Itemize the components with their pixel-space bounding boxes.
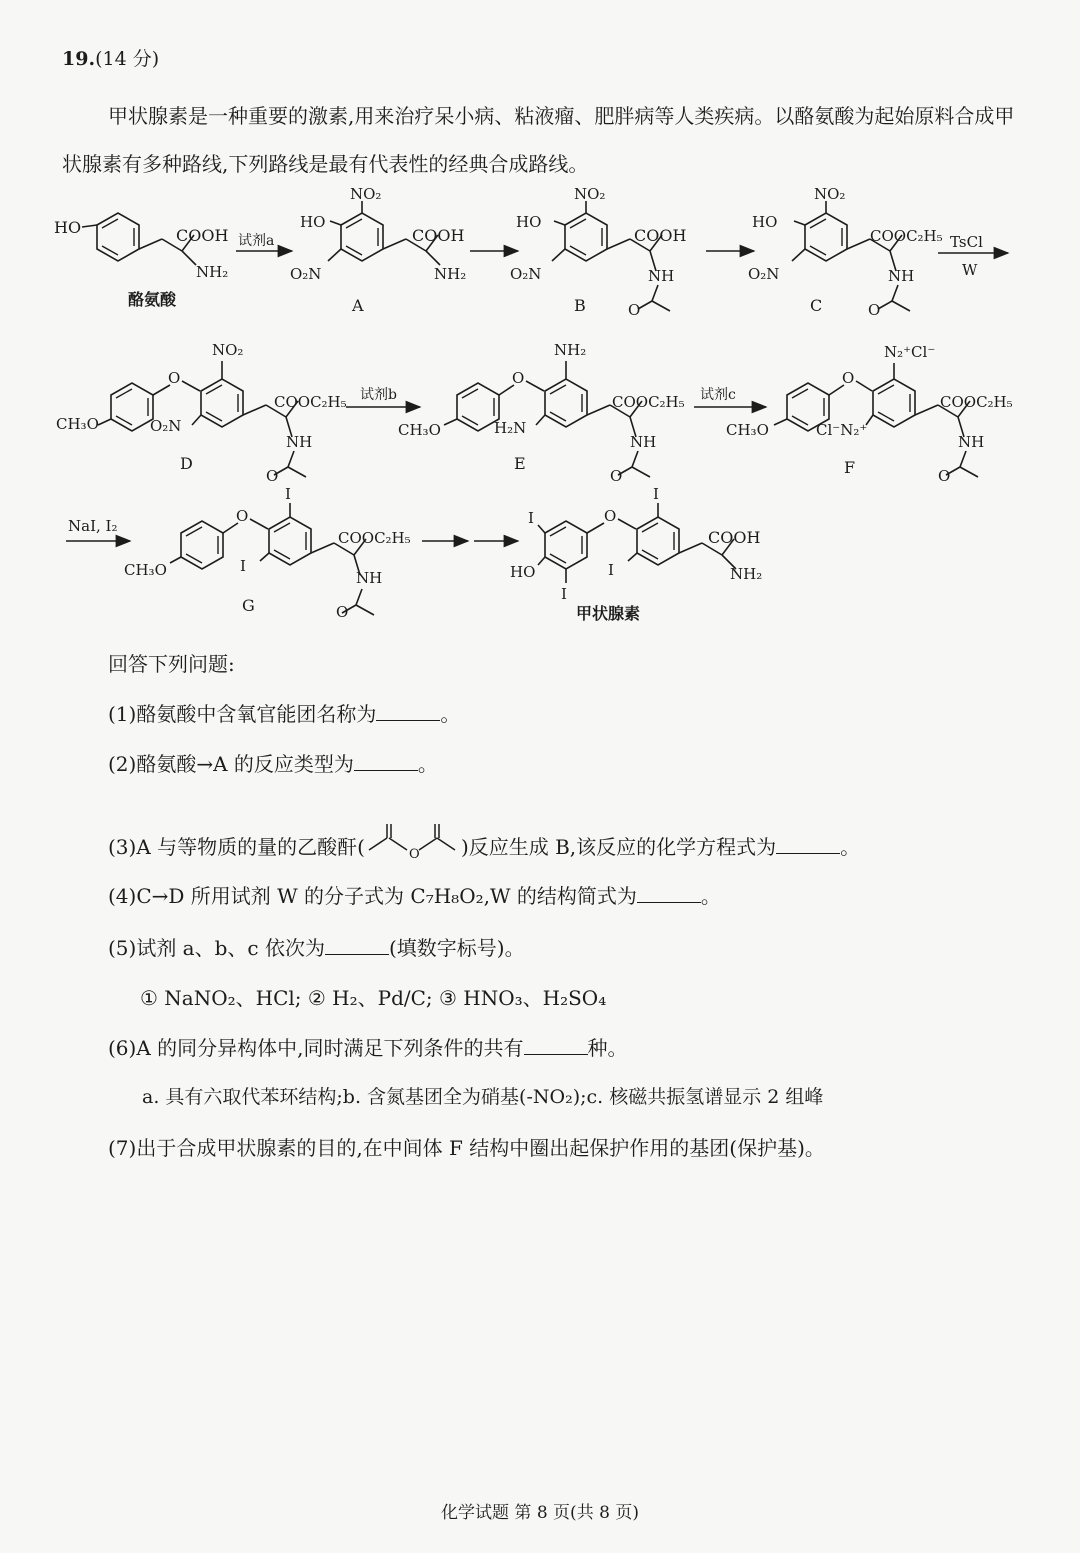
f-diazo2: Cl⁻N₂⁺	[816, 421, 868, 439]
answer-blank-4[interactable]	[637, 884, 701, 903]
d-cooet: COOC₂H₅	[274, 393, 347, 411]
compound-F	[726, 343, 1013, 485]
d-o2: O	[266, 467, 279, 485]
a-o2n: O₂N	[290, 265, 322, 283]
answer-blank-3[interactable]	[776, 835, 840, 854]
c-ho: HO	[752, 213, 778, 231]
t-ho: HO	[510, 563, 536, 581]
a-cooh: COOH	[412, 226, 465, 245]
g-o: O	[236, 507, 249, 525]
synthesis-scheme	[0, 185, 1080, 625]
d-o: O	[168, 369, 181, 387]
e-cooet: COOC₂H₅	[612, 393, 685, 411]
question-5-options: ① NaNO₂、HCl; ② H₂、Pd/C; ③ HNO₃、H₂SO₄	[140, 986, 607, 1010]
a-label: A	[352, 296, 364, 315]
b-label: B	[574, 296, 586, 315]
f-diazo: N₂⁺Cl⁻	[884, 343, 936, 361]
e-o2: O	[610, 467, 623, 485]
c-nh: NH	[888, 267, 915, 285]
question-1: (1)酪氨酸中含氧官能团名称为 。	[108, 702, 461, 726]
e-h2n: H₂N	[494, 419, 527, 437]
c-label: C	[810, 296, 823, 315]
e-nh: NH	[630, 433, 657, 451]
d-nh: NH	[286, 433, 313, 451]
question-points: (14 分)	[95, 48, 160, 70]
f-o2: O	[938, 467, 951, 485]
c-cooet: COOC₂H₅	[870, 227, 943, 245]
e-nh2: NH₂	[554, 341, 587, 359]
question-number: 19.	[62, 48, 96, 70]
f-o: O	[842, 369, 855, 387]
b-no2: NO₂	[574, 185, 606, 203]
reagent-w: W	[962, 261, 978, 279]
compound-A	[290, 185, 466, 315]
d-label: D	[180, 454, 193, 473]
tyr-ho: HO	[54, 218, 82, 237]
question-3: (3)A 与等物质的量的乙酸酐( O )反应生成 B,该反应的化学方程式为 。	[108, 820, 860, 860]
question-7: (7)出于合成甲状腺素的目的,在中间体 F 结构中圈出起保护作用的基团(保护基)。	[108, 1136, 825, 1160]
g-cooet: COOC₂H₅	[338, 529, 411, 547]
g-i2: I	[240, 557, 246, 575]
reagent-c: 试剂c	[700, 387, 736, 403]
tyr-cooh: COOH	[176, 226, 229, 245]
t-nh2: NH₂	[730, 565, 763, 583]
compound-C	[748, 185, 943, 319]
f-cooet: COOC₂H₅	[940, 393, 1013, 411]
a-no2: NO₂	[350, 185, 382, 203]
b-o: O	[628, 301, 641, 319]
f-ch3o: CH₃O	[726, 421, 769, 439]
reagent-b: 试剂b	[360, 387, 397, 403]
question-intro: 甲状腺素是一种重要的激素,用来治疗呆小病、粘液瘤、肥胖病等人类疾病。以酪氨酸为起始原料合成甲状腺素有多种路线,下列路线是最有代表性的经典合成路线。	[62, 104, 1015, 176]
compound-G	[124, 485, 411, 621]
f-label: F	[844, 458, 856, 477]
compound-B	[510, 185, 686, 319]
b-ho: HO	[516, 213, 542, 231]
t-cooh: COOH	[708, 528, 761, 547]
a-nh2: NH₂	[434, 265, 467, 283]
tyr-nh2: NH₂	[196, 263, 229, 281]
t-i4: I	[528, 509, 534, 527]
d-o2n: O₂N	[150, 417, 182, 435]
e-ch3o: CH₃O	[398, 421, 441, 439]
e-o: O	[512, 369, 525, 387]
e-label: E	[514, 454, 526, 473]
reagent-tscl: TsCl	[950, 233, 983, 251]
answer-blank-2[interactable]	[354, 752, 418, 771]
question-header	[62, 44, 159, 71]
page-footer: 化学试题 第 8 页(共 8 页)	[441, 1503, 639, 1523]
question-4: (4)C→D 所用试剂 W 的分子式为 C₇H₈O₂,W 的结构简式为 。	[108, 884, 721, 908]
b-cooh: COOH	[634, 226, 687, 245]
answer-blank-1[interactable]	[376, 702, 440, 721]
a-ho: HO	[300, 213, 326, 231]
thyroxine-label: 甲状腺素	[576, 604, 641, 623]
compound-D	[56, 341, 347, 485]
compound-tyrosine	[54, 213, 228, 309]
g-o2: O	[336, 603, 349, 621]
b-nh: NH	[648, 267, 675, 285]
g-label: G	[242, 596, 255, 615]
question-6: (6)A 的同分异构体中,同时满足下列条件的共有 种。	[108, 1036, 628, 1060]
t-i3: I	[561, 585, 567, 603]
answer-blank-6[interactable]	[524, 1036, 588, 1055]
t-i1: I	[653, 485, 659, 503]
reagent-a: 试剂a	[238, 233, 275, 249]
f-nh: NH	[958, 433, 985, 451]
question-5: (5)试剂 a、b、c 依次为 (填数字标号)。	[108, 936, 525, 960]
compound-E	[398, 341, 685, 485]
answer-blank-5[interactable]	[325, 936, 389, 955]
question-6-conditions: a. 具有六取代苯环结构;b. 含氮基团全为硝基(-NO₂);c. 核磁共振氢谱显示 2 组峰	[142, 1086, 824, 1108]
d-ch3o: CH₃O	[56, 415, 99, 433]
g-ch3o: CH₃O	[124, 561, 167, 579]
acetic-anhydride-structure	[365, 820, 461, 860]
tyr-label: 酪氨酸	[128, 290, 177, 309]
d-no2: NO₂	[212, 341, 244, 359]
c-o2n: O₂N	[748, 265, 780, 283]
g-nh: NH	[356, 569, 383, 587]
anhydride-o-bridge: O	[408, 847, 420, 860]
reagent-nai: NaI, I₂	[68, 517, 118, 535]
c-o: O	[868, 301, 881, 319]
t-o: O	[604, 507, 617, 525]
g-i1: I	[285, 485, 291, 503]
answer-prompt: 回答下列问题:	[108, 652, 235, 676]
b-o2n: O₂N	[510, 265, 542, 283]
t-i2: I	[608, 561, 614, 579]
c-no2: NO₂	[814, 185, 846, 203]
compound-thyroxine	[510, 485, 762, 623]
question-2: (2)酪氨酸→A 的反应类型为 。	[108, 752, 438, 776]
